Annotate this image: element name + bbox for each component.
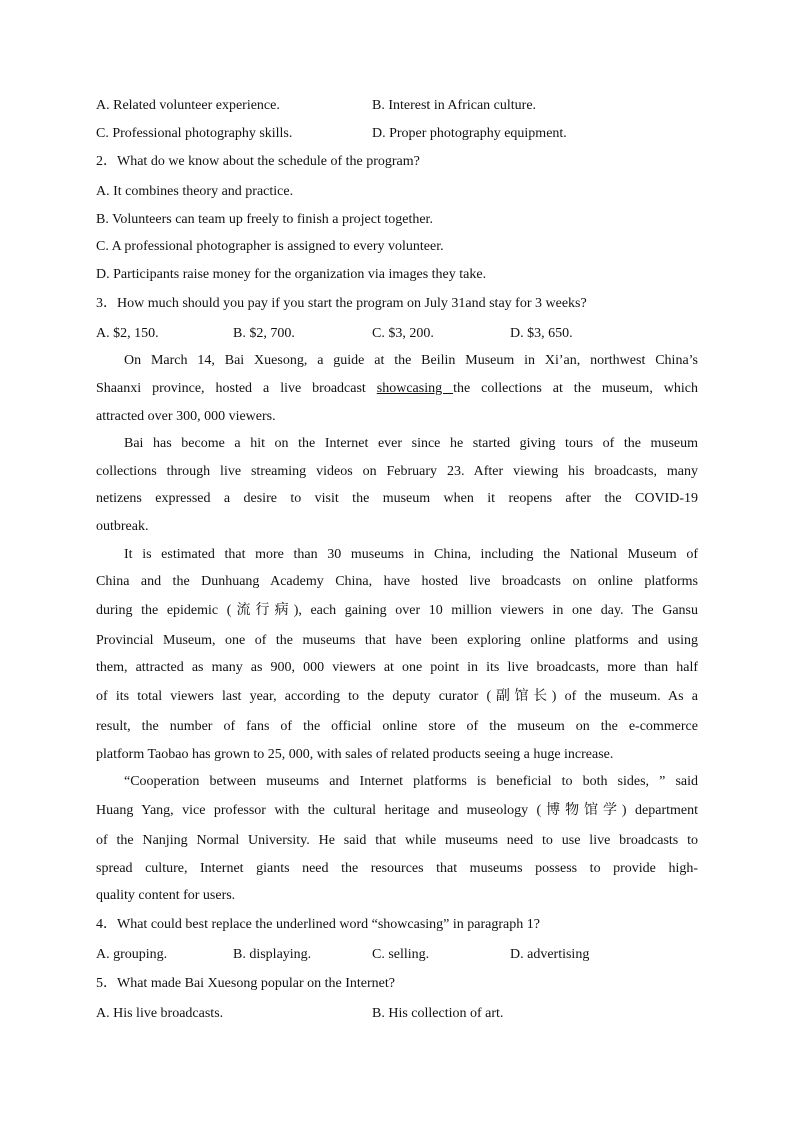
q1-option-a: A. Related volunteer experience. [96,98,280,113]
q4-option-a: A. grouping. [96,947,168,962]
q3-option-d: D. $3, 650. [510,326,573,341]
passage-p4-line: quality content for users. [96,888,236,903]
q4-option-b: B. displaying. [233,947,312,962]
q4-option-c: C. selling. [372,947,430,962]
passage-p3-line: platform Taobao has grown to 25, 000, with sales of related products seeing a huge increase. [96,747,614,762]
passage-p4-line: Huang Yang, vice professor with the cultural heritage and museology (博物馆学) department [96,803,698,818]
q3-stem: 3．How much should you pay if you start the program on July 31and stay for 3 weeks? [96,296,587,311]
passage-p3-line: Provincial Museum, one of the museums that have been exploring online platforms and using [96,633,698,648]
underlined-word-showcasing: showcasing [376,381,454,396]
passage-p1-line: On March 14, Bai Xuesong, a guide at the Beilin Museum in Xi’an, northwest China’s [124,353,698,368]
passage-p1-line: attracted over 300, 000 viewers. [96,409,276,424]
q4-stem: 4．What could best replace the underlined word “showcasing” in paragraph 1? [96,917,540,932]
passage-p3-line: of its total viewers last year, according to the deputy curator (副馆长) of the museum. As a [96,689,698,704]
passage-p2-line: outbreak. [96,519,149,534]
q5-option-a: A. His live broadcasts. [96,1006,224,1021]
q1-option-c: C. Professional photography skills. [96,126,293,141]
passage-p2-line: collections through live streaming videos on February 23. After viewing his broadcasts, many [96,464,698,479]
passage-p3-line: them, attracted as many as 900, 000 viewers at one point in its live broadcasts, more than half [96,660,698,675]
q2-option-a: A. It combines theory and practice. [96,184,294,199]
q3-option-c: C. $3, 200. [372,326,434,341]
q4-option-d: D. advertising [510,947,590,962]
passage-p3-line: result, the number of fans of the official online store of the museum on the e-commerce [96,719,698,734]
passage-p1-line-underlined: Shaanxi province, hosted a live broadcast showcasing the collections at the museum, which [96,381,698,396]
q2-option-d: D. Participants raise money for the organization via images they take. [96,267,487,282]
passage-p4-line: of the Nanjing Normal University. He said that while museums need to use live broadcasts to [96,833,698,848]
q2-option-b: B. Volunteers can team up freely to finish a project together. [96,212,433,227]
q1-option-d: D. Proper photography equipment. [372,126,567,141]
q3-option-a: A. $2, 150. [96,326,159,341]
passage-p4-line: spread culture, Internet giants need the resources that museums possess to provide high- [96,861,698,876]
q2-option-c: C. A professional photographer is assigned to every volunteer. [96,239,444,254]
q1-option-b: B. Interest in African culture. [372,98,537,113]
q2-stem: 2．What do we know about the schedule of the program? [96,154,420,169]
passage-p2-line: Bai has become a hit on the Internet ever since he started giving tours of the museum [124,436,698,451]
q3-option-b: B. $2, 700. [233,326,295,341]
q5-stem: 5．What made Bai Xuesong popular on the Internet? [96,976,395,991]
passage-p2-line: netizens expressed a desire to visit the museum when it reopens after the COVID-19 [96,491,698,506]
passage-p3-line: during the epidemic (流行病), each gaining over 10 million viewers in one day. The Gansu [96,603,698,618]
passage-p4-line: “Cooperation between museums and Internet platforms is beneficial to both sides, ” said [124,774,698,789]
q5-option-b: B. His collection of art. [372,1006,504,1021]
passage-p3-line: It is estimated that more than 30 museums in China, including the National Museum of [124,547,698,562]
passage-p3-line: China and the Dunhuang Academy China, have hosted live broadcasts on online platforms [96,574,698,589]
